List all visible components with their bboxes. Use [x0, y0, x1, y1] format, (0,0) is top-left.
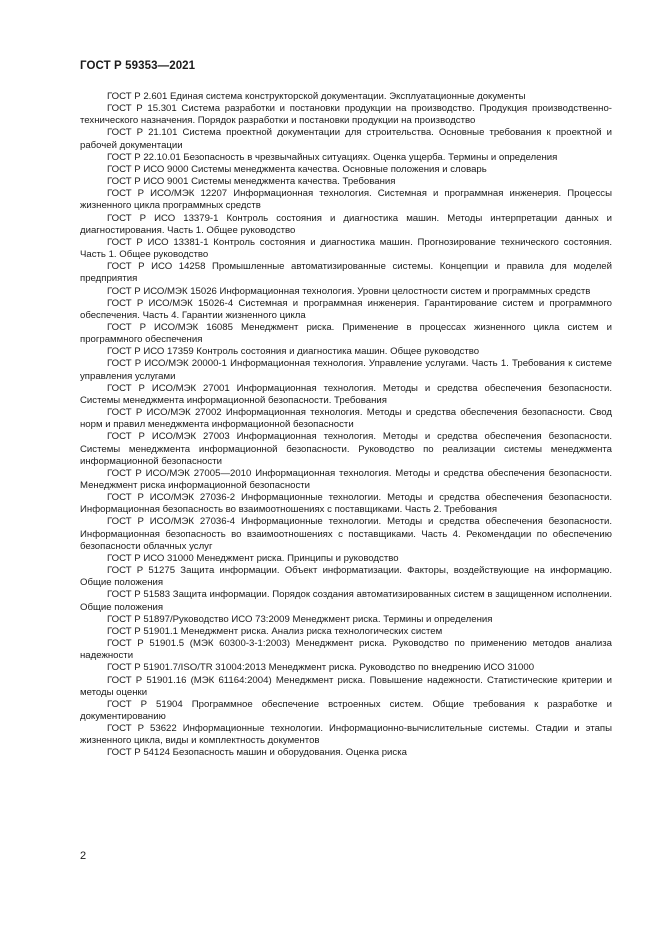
reference-item: ГОСТ Р ИСО 31000 Менеджмент риска. Принципы и руководство: [107, 552, 399, 564]
reference-item: ГОСТ Р ИСО 9000 Системы менеджмента качества. Основные положения и словарь: [107, 163, 487, 175]
reference-item: ГОСТ Р ИСО/МЭК 27001 Информационная технология. Методы и средства обеспечения безопасности. Системы менеджмента информационной безопасности. Требования: [80, 382, 612, 406]
reference-item: ГОСТ Р 51275 Защита информации. Объект информатизации. Факторы, воздействующие на информацию. Общие положения: [80, 565, 612, 589]
reference-item: ГОСТ Р 2.601 Единая система конструкторской документации. Эксплуатационные документы: [107, 91, 526, 102]
reference-item: ГОСТ Р ИСО 13381-1 Контроль состояния и диагностика машин. Прогнозирование технического состояния. Часть 1. Общее руководство: [80, 236, 612, 261]
reference-item: ГОСТ Р ИСО/МЭК 27003 Информационная технология. Методы и средства обеспечения безопасности. Системы менеджмента информационной безопасности. Руководство по реализации системы менеджмента информационной безопасности: [80, 431, 612, 467]
reference-item: ГОСТ Р ИСО/МЭК 27002 Информационная технология. Методы и средства обеспечения безопасности. Свод норм и правил менеджмента информационной безопасности: [80, 407, 612, 431]
page-number: 2: [80, 850, 87, 862]
reference-item: ГОСТ Р 54124 Безопасность машин и оборудования. Оценка риска: [107, 747, 407, 759]
reference-item: ГОСТ Р ИСО 17359 Контроль состояния и диагностика машин. Общее руководство: [107, 346, 480, 358]
reference-item: ГОСТ Р 51897/Руководство ИСО 73:2009 Менеджмент риска. Термины и определения: [107, 613, 493, 625]
reference-item: ГОСТ Р 53622 Информационные технологии. Информационно-вычислительные системы. Стадии и этапы жизненного цикла, виды и комплектность документов: [80, 723, 612, 747]
reference-item: ГОСТ Р 51901.5 (МЭК 60300-3-1:2003) Менеджмент риска. Руководство по применению методов анализа надежности: [80, 638, 612, 662]
reference-item: ГОСТ Р 51583 Защита информации. Порядок создания автоматизированных систем в защищенном исполнении. Общие положения: [80, 589, 612, 613]
references-list: [80, 91, 612, 760]
reference-item: ГОСТ Р 15.301 Система разработки и постановки продукции на производство. Продукция производственно-технического назначения. Порядок разработки и постановки продукции на производство: [80, 103, 612, 127]
reference-item: ГОСТ Р ИСО 13379-1 Контроль состояния и диагностика машин. Методы интерпретации данных и диагностирования. Часть 1. Общее руководство: [80, 212, 612, 236]
reference-item: ГОСТ Р 51901.1 Менеджмент риска. Анализ риска технологических систем: [107, 625, 443, 637]
reference-item: ГОСТ Р 51901.16 (МЭК 61164:2004) Менеджмент риска. Повышение надежности. Статистические критерии и методы оценки: [80, 674, 612, 698]
reference-item: ГОСТ Р ИСО/МЭК 15026 Информационная технология. Уровни целостности систем и программных средств: [107, 285, 591, 297]
reference-item: ГОСТ Р ИСО/МЭК 27036-4 Информационные технологии. Методы и средства обеспечения безопасности. Информационная безопасность во взаимоотношениях с поставщиками. Часть 4. Рекомендации по обеспечению безопасности облачных услуг: [80, 516, 612, 552]
reference-item: ГОСТ Р 51904 Программное обеспечение встроенных систем. Общие требования к разработке и документированию: [80, 698, 612, 722]
reference-item: ГОСТ Р ИСО 9001 Системы менеджмента качества. Требования: [107, 176, 396, 188]
reference-item: ГОСТ Р ИСО/МЭК 27005—2010 Информационная технология. Методы и средства обеспечения безопасности. Менеджмент риска информационной безопасности: [80, 467, 612, 491]
reference-item: ГОСТ Р ИСО/МЭК 20000-1 Информационная технология. Управление услугами. Часть 1. Требования к системе управления услугами: [80, 358, 612, 382]
reference-item: ГОСТ Р 51901.7/ISO/TR 31004:2013 Менеджмент риска. Руководство по внедрению ИСО 31000: [107, 662, 535, 674]
document-header: ГОСТ Р 59353—2021: [80, 60, 196, 72]
reference-item: ГОСТ Р ИСО/МЭК 27036-2 Информационные технологии. Методы и средства обеспечения безопасности. Информационная безопасность во взаимоотношениях с поставщиками. Часть 2. Требования: [80, 492, 612, 516]
reference-item: ГОСТ Р ИСО/МЭК 12207 Информационная технология. Системная и программная инженерия. Процессы жизненного цикла программных средств: [80, 188, 612, 212]
reference-item: ГОСТ Р 21.101 Система проектной документации для строительства. Основные требования к проектной и рабочей документации: [80, 127, 612, 151]
reference-item: ГОСТ Р ИСО 14258 Промышленные автоматизированные системы. Концепции и правила для моделей предприятия: [80, 261, 612, 285]
reference-item: ГОСТ Р 22.10.01 Безопасность в чрезвычайных ситуациях. Оценка ущерба. Термины и определения: [107, 151, 558, 163]
reference-item: ГОСТ Р ИСО/МЭК 16085 Менеджмент риска. Применение в процессах жизненного цикла систем и программного обеспечения: [80, 321, 612, 346]
reference-item: ГОСТ Р ИСО/МЭК 15026-4 Системная и программная инженерия. Гарантирование систем и программного обеспечения. Часть 4. Гарантии жизненного цикла: [80, 297, 612, 321]
